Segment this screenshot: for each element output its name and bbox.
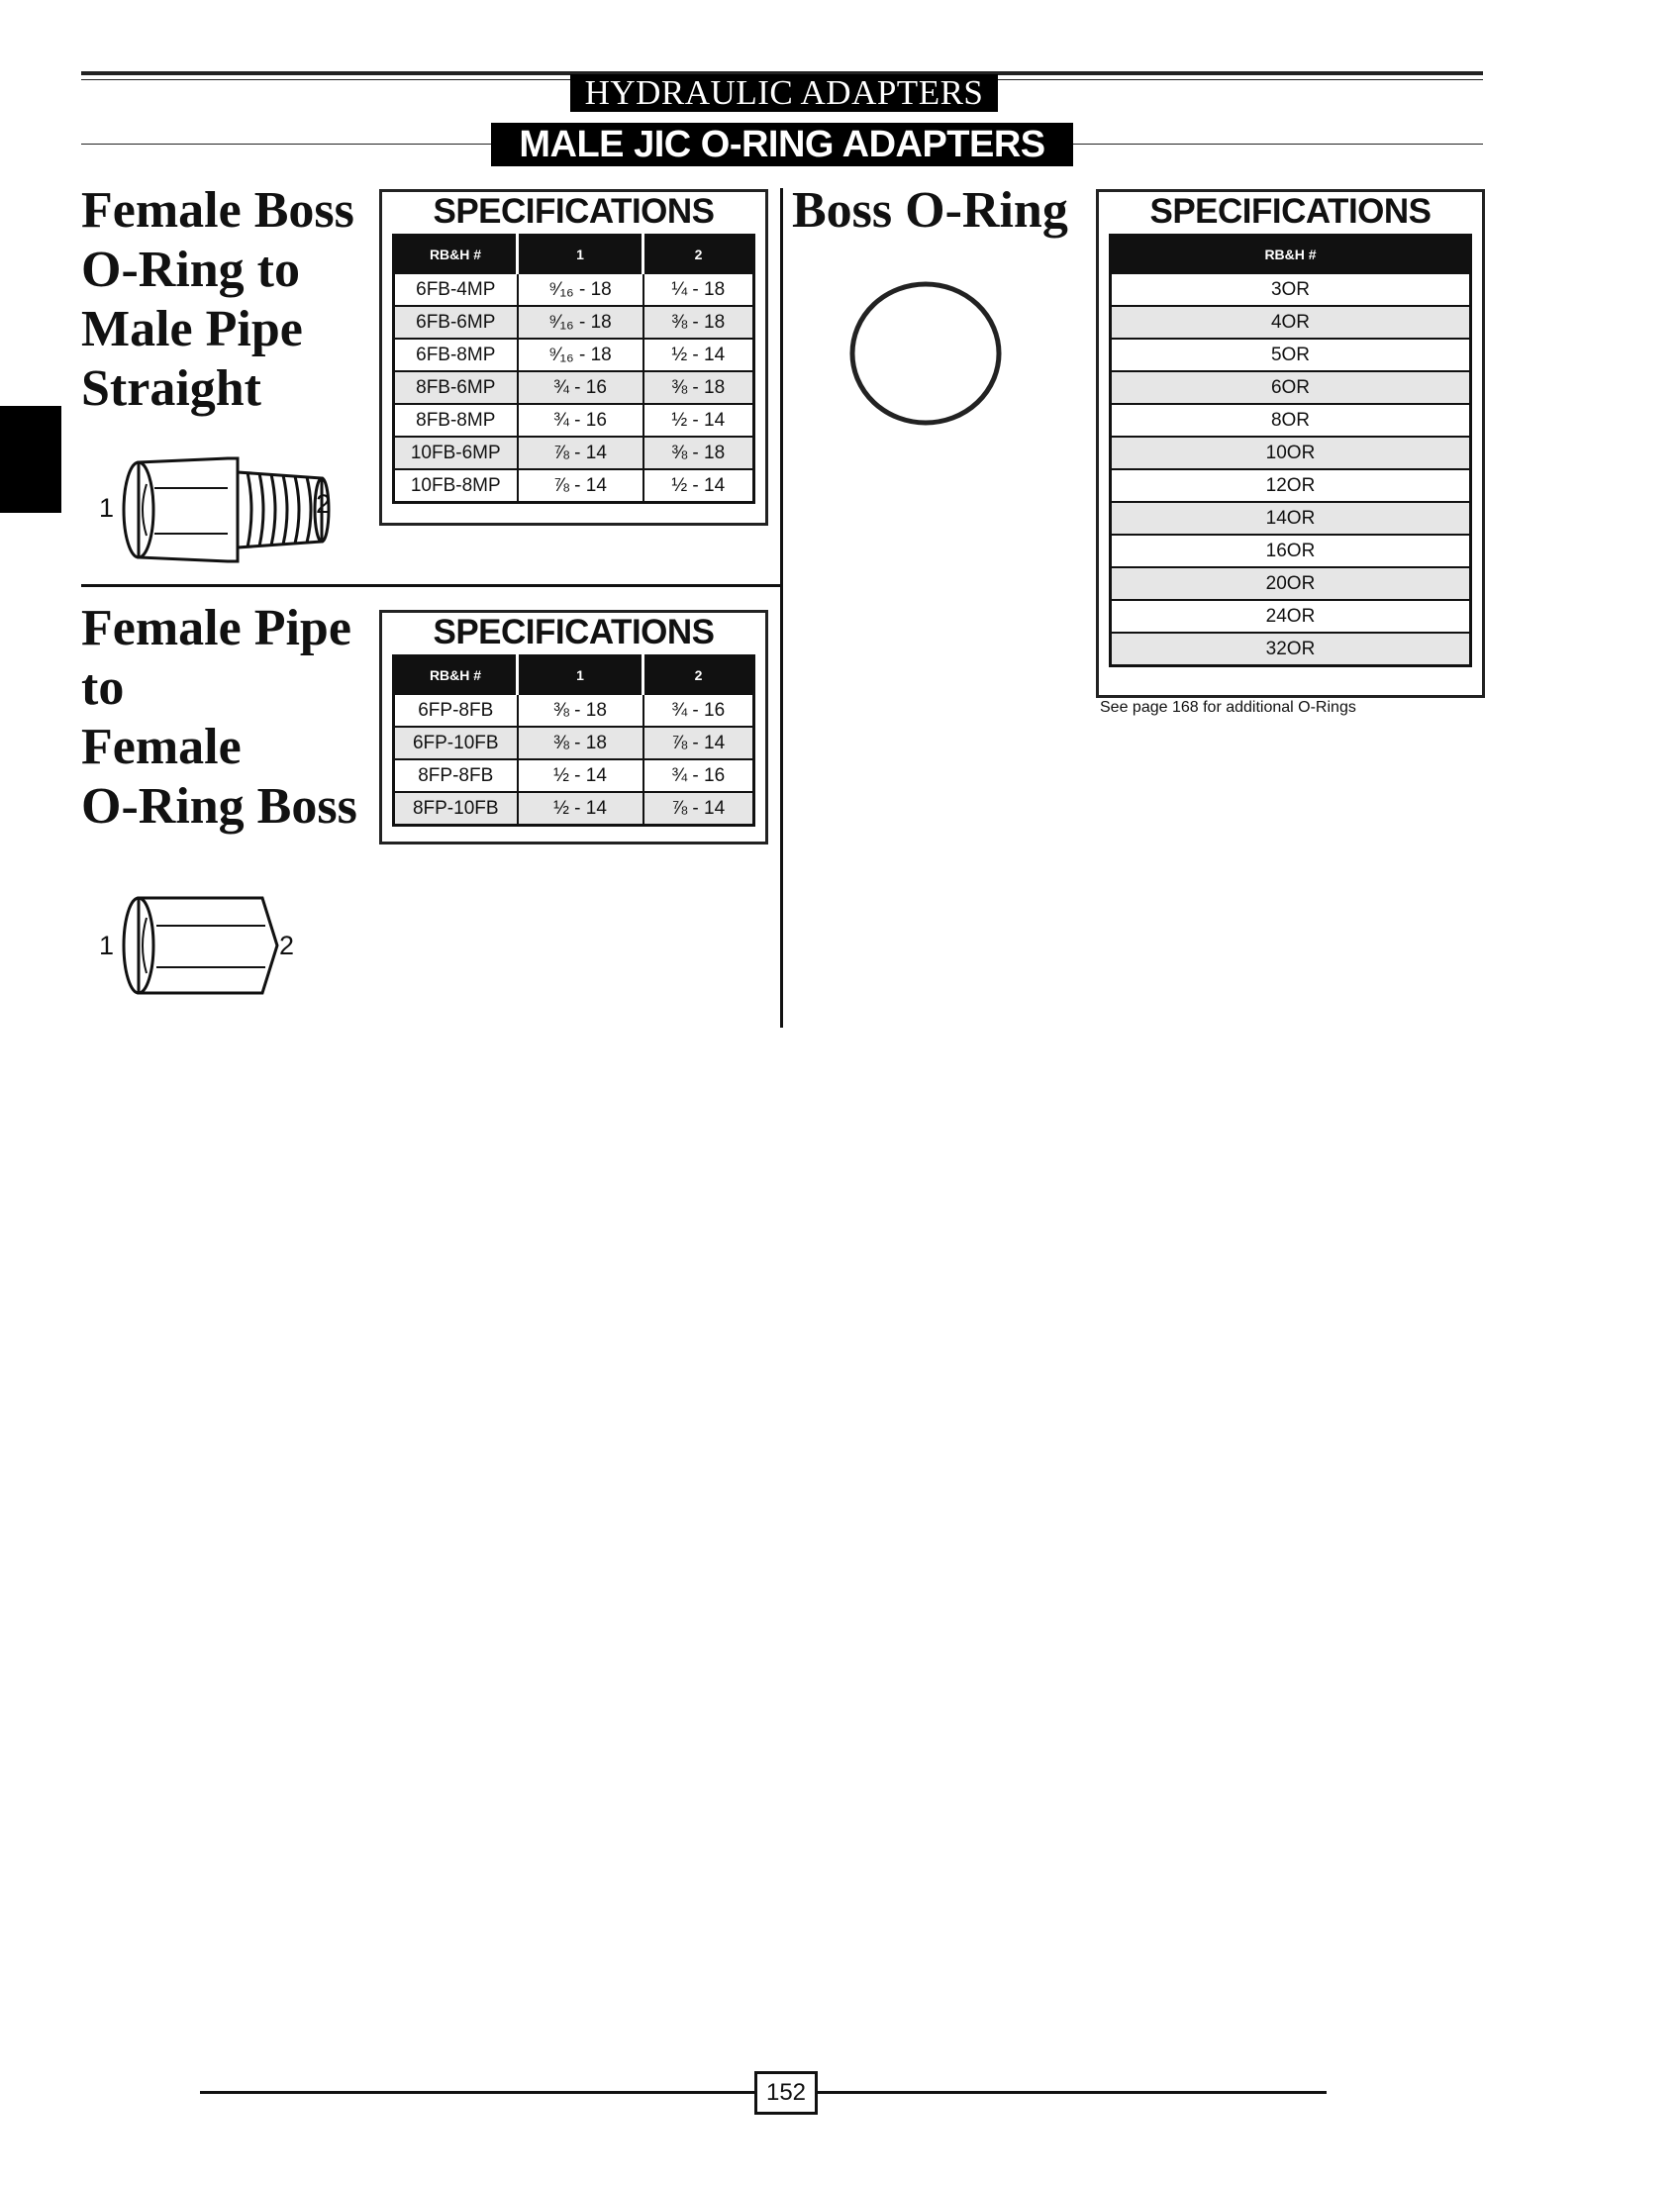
table-cell: 32OR bbox=[1111, 633, 1471, 666]
table-cell: ⅞ - 14 bbox=[643, 727, 754, 759]
table-row bbox=[394, 404, 754, 437]
spec-box-fp-fb bbox=[379, 610, 768, 844]
table-cell: 8FP-8FB bbox=[394, 759, 518, 792]
product-title-fp-fb bbox=[81, 599, 357, 837]
spec-title: SPECIFICATIONS bbox=[433, 192, 715, 231]
table-row bbox=[394, 694, 754, 727]
table-cell: 6FB-6MP bbox=[394, 306, 518, 339]
table-row bbox=[394, 306, 754, 339]
coupling-drawing bbox=[99, 886, 297, 1005]
column-header: RB&H # bbox=[394, 656, 518, 695]
column-header: 2 bbox=[643, 656, 754, 695]
table-cell: 8FB-6MP bbox=[394, 371, 518, 404]
spec-table-fb-mp bbox=[392, 234, 755, 504]
table-cell: ⅜ - 18 bbox=[518, 727, 643, 759]
port-label-2: 2 bbox=[316, 489, 332, 519]
table-cell: 3OR bbox=[1111, 273, 1471, 306]
row-divider bbox=[81, 584, 780, 587]
table-cell: 5OR bbox=[1111, 339, 1471, 371]
oring-drawing bbox=[846, 279, 1005, 428]
table-cell: ¾ - 16 bbox=[643, 759, 754, 792]
spec-title: SPECIFICATIONS bbox=[433, 613, 715, 651]
table-row bbox=[394, 759, 754, 792]
table-cell: 8FB-8MP bbox=[394, 404, 518, 437]
page-number: 152 bbox=[754, 2071, 818, 2115]
port-label-1: 1 bbox=[99, 931, 115, 960]
section-tab-marker bbox=[0, 406, 61, 513]
table-cell: 6FP-8FB bbox=[394, 694, 518, 727]
column-header: 2 bbox=[643, 236, 754, 274]
table-cell: ⅞ - 14 bbox=[643, 792, 754, 826]
table-row bbox=[1111, 469, 1471, 502]
port-label-1: 1 bbox=[99, 493, 115, 523]
table-row bbox=[1111, 502, 1471, 535]
table-row bbox=[394, 339, 754, 371]
spec-box-boss-oring bbox=[1096, 189, 1485, 698]
table-header-row bbox=[394, 236, 754, 274]
oring-footnote: See page 168 for additional O-Rings bbox=[1100, 699, 1356, 716]
title-line: Boss O-Ring bbox=[792, 182, 1068, 239]
table-cell: ¾ - 16 bbox=[643, 694, 754, 727]
footer-rule-left bbox=[200, 2091, 754, 2094]
table-row bbox=[394, 727, 754, 759]
spec-table-boss-oring bbox=[1109, 234, 1472, 667]
table-cell: 6FB-8MP bbox=[394, 339, 518, 371]
title-line: O-Ring Boss bbox=[81, 778, 357, 835]
table-header-row bbox=[1111, 236, 1471, 274]
table-cell: 12OR bbox=[1111, 469, 1471, 502]
table-cell: ⅞ - 14 bbox=[518, 437, 643, 469]
table-cell: 8FP-10FB bbox=[394, 792, 518, 826]
title-line: Straight bbox=[81, 360, 261, 417]
table-cell: ⅞ - 14 bbox=[518, 469, 643, 503]
column-header: 1 bbox=[518, 656, 643, 695]
table-row bbox=[1111, 633, 1471, 666]
product-title-fb-mp bbox=[81, 181, 354, 419]
table-cell: 20OR bbox=[1111, 567, 1471, 600]
column-divider bbox=[780, 188, 783, 1028]
table-row bbox=[1111, 371, 1471, 404]
column-header: RB&H # bbox=[394, 236, 518, 274]
table-cell: 10FB-8MP bbox=[394, 469, 518, 503]
spec-title: SPECIFICATIONS bbox=[1149, 192, 1432, 231]
fitting-illustration-fp-fb bbox=[99, 886, 297, 1005]
table-row bbox=[394, 371, 754, 404]
table-cell: ⁹⁄₁₆ - 18 bbox=[518, 339, 643, 371]
table-cell: ½ - 14 bbox=[643, 469, 754, 503]
title-line: Female bbox=[81, 719, 242, 775]
table-cell: ⅜ - 18 bbox=[643, 437, 754, 469]
table-row bbox=[1111, 437, 1471, 469]
fitting-illustration-fb-mp bbox=[99, 450, 337, 569]
table-cell: ¾ - 16 bbox=[518, 404, 643, 437]
column-header: 1 bbox=[518, 236, 643, 274]
product-title-boss-oring bbox=[792, 181, 1068, 241]
title-line: Male Pipe bbox=[81, 301, 303, 357]
oring-illustration bbox=[846, 279, 1005, 428]
spec-table-fp-fb bbox=[392, 654, 755, 827]
table-row bbox=[1111, 567, 1471, 600]
table-cell: ½ - 14 bbox=[518, 792, 643, 826]
table-cell: ⅜ - 18 bbox=[518, 694, 643, 727]
table-cell: ⁹⁄₁₆ - 18 bbox=[518, 273, 643, 306]
table-cell: 6FB-4MP bbox=[394, 273, 518, 306]
table-row bbox=[1111, 273, 1471, 306]
table-cell: 14OR bbox=[1111, 502, 1471, 535]
table-cell: ½ - 14 bbox=[518, 759, 643, 792]
table-row bbox=[1111, 600, 1471, 633]
table-cell: 4OR bbox=[1111, 306, 1471, 339]
table-cell: 16OR bbox=[1111, 535, 1471, 567]
table-cell: 6OR bbox=[1111, 371, 1471, 404]
table-cell: ¼ - 18 bbox=[643, 273, 754, 306]
table-cell: ⅜ - 18 bbox=[643, 306, 754, 339]
title-line: O-Ring to bbox=[81, 242, 300, 298]
title-line: to bbox=[81, 659, 125, 716]
table-cell: ⁹⁄₁₆ - 18 bbox=[518, 306, 643, 339]
table-cell: 10OR bbox=[1111, 437, 1471, 469]
title-line: Female Pipe bbox=[81, 600, 351, 656]
table-cell: ½ - 14 bbox=[643, 339, 754, 371]
spec-box-fb-mp bbox=[379, 189, 768, 526]
category-header: HYDRAULIC ADAPTERS bbox=[570, 74, 998, 112]
table-row bbox=[394, 273, 754, 306]
table-row bbox=[1111, 535, 1471, 567]
table-row bbox=[394, 437, 754, 469]
table-cell: ½ - 14 bbox=[643, 404, 754, 437]
title-line: Female Boss bbox=[81, 182, 354, 239]
table-row bbox=[1111, 306, 1471, 339]
footer-rule-right bbox=[815, 2091, 1327, 2094]
port-label-2: 2 bbox=[279, 931, 295, 960]
table-row bbox=[1111, 404, 1471, 437]
table-row bbox=[1111, 339, 1471, 371]
table-cell: ¾ - 16 bbox=[518, 371, 643, 404]
table-row bbox=[394, 792, 754, 826]
table-cell: 6FP-10FB bbox=[394, 727, 518, 759]
table-header-row bbox=[394, 656, 754, 695]
table-cell: 8OR bbox=[1111, 404, 1471, 437]
table-cell: ⅜ - 18 bbox=[643, 371, 754, 404]
table-cell: 24OR bbox=[1111, 600, 1471, 633]
adapter-drawing bbox=[99, 450, 337, 569]
section-header: MALE JIC O-RING ADAPTERS bbox=[491, 123, 1073, 166]
column-header: RB&H # bbox=[1111, 236, 1471, 274]
table-row bbox=[394, 469, 754, 503]
table-cell: 10FB-6MP bbox=[394, 437, 518, 469]
